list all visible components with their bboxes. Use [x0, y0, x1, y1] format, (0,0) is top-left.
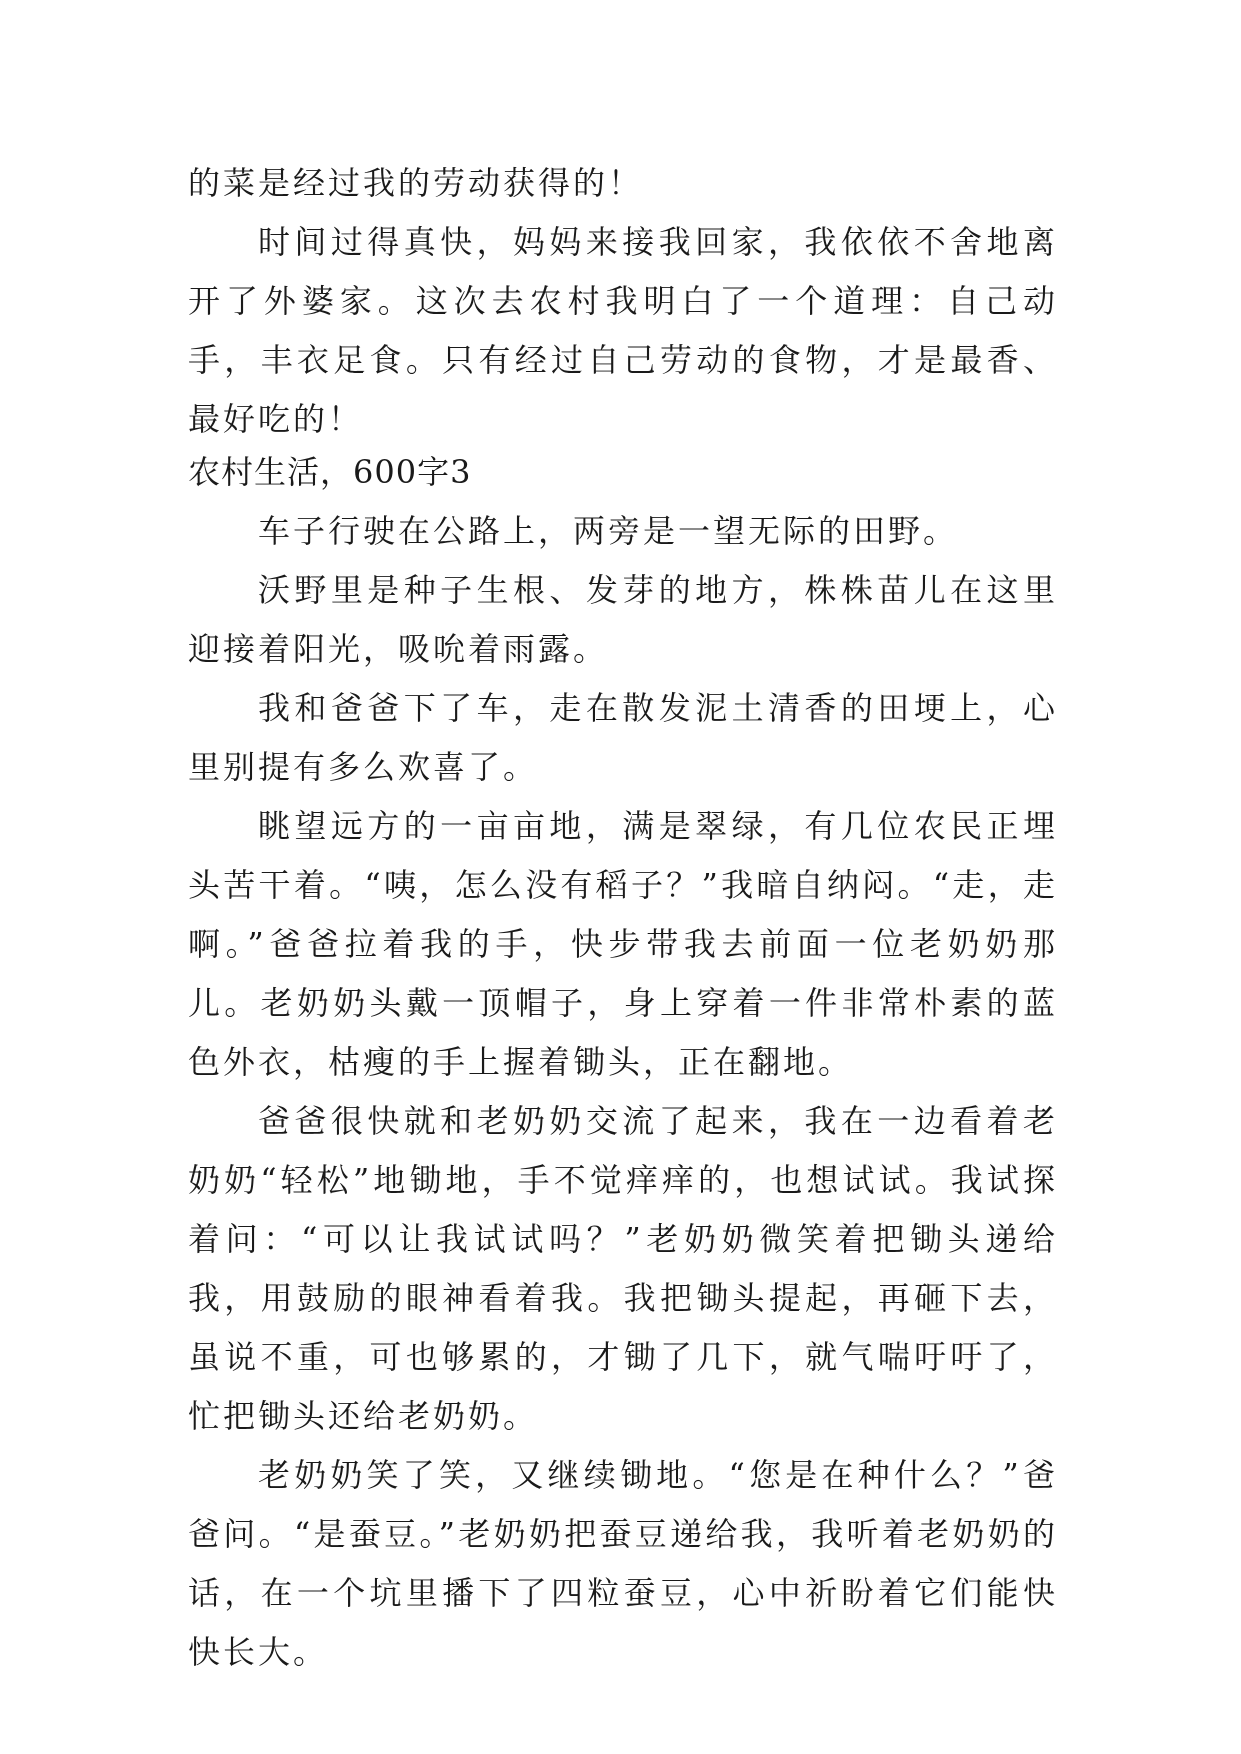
paragraph: 眺望远方的一亩亩地，满是翠绿，有几位农民正埋头苦干着。“咦，怎么没有稻子？”我暗自纳闷。“走，走啊。”爸爸拉着我的手，快步带我去前面一位老奶奶那儿。老奶奶头戴一顶帽子，身上穿着一件非常朴素的蓝色外衣，枯瘦的手上握着锄头，正在翻地。	[188, 807, 1058, 1081]
paragraph: 爸爸很快就和老奶奶交流了起来，我在一边看着老奶奶“轻松”地锄地，手不觉痒痒的，也想试试。我试探着问：“可以让我试试吗？”老奶奶微笑着把锄头递给我，用鼓励的眼神看着我。我把锄头提起，再砸下去，虽说不重，可也够累的，才锄了几下，就气喘吁吁了，忙把锄头还给老奶奶。	[188, 1102, 1058, 1435]
paragraph: 车子行驶在公路上，两旁是一望无际的田野。	[258, 512, 959, 550]
paragraph: 老奶奶笑了笑，又继续锄地。“您是在种什么？”爸爸问。“是蚕豆。”老奶奶把蚕豆递给我，我听着老奶奶的话，在一个坑里播下了四粒蚕豆，心中祈盼着它们能快快长大。	[188, 1456, 1058, 1671]
essay-section	[188, 443, 1058, 1682]
essay-ending-section	[188, 154, 1058, 449]
paragraph: 时间过得真快，妈妈来接我回家，我依依不舍地离开了外婆家。这次去农村我明白了一个道理：自己动手，丰衣足食。只有经过自己劳动的食物，才是最香、最好吃的！	[188, 223, 1058, 438]
paragraph: 沃野里是种子生根、发芽的地方，株株苗儿在这里迎接着阳光，吸吮着雨露。	[188, 571, 1058, 668]
paragraph-continuation: 的菜是经过我的劳动获得的！	[188, 164, 644, 202]
paragraph: 我和爸爸下了车，走在散发泥土清香的田埂上，心里别提有多么欢喜了。	[188, 689, 1058, 786]
essay-title: 农村生活，600字3	[188, 453, 472, 491]
